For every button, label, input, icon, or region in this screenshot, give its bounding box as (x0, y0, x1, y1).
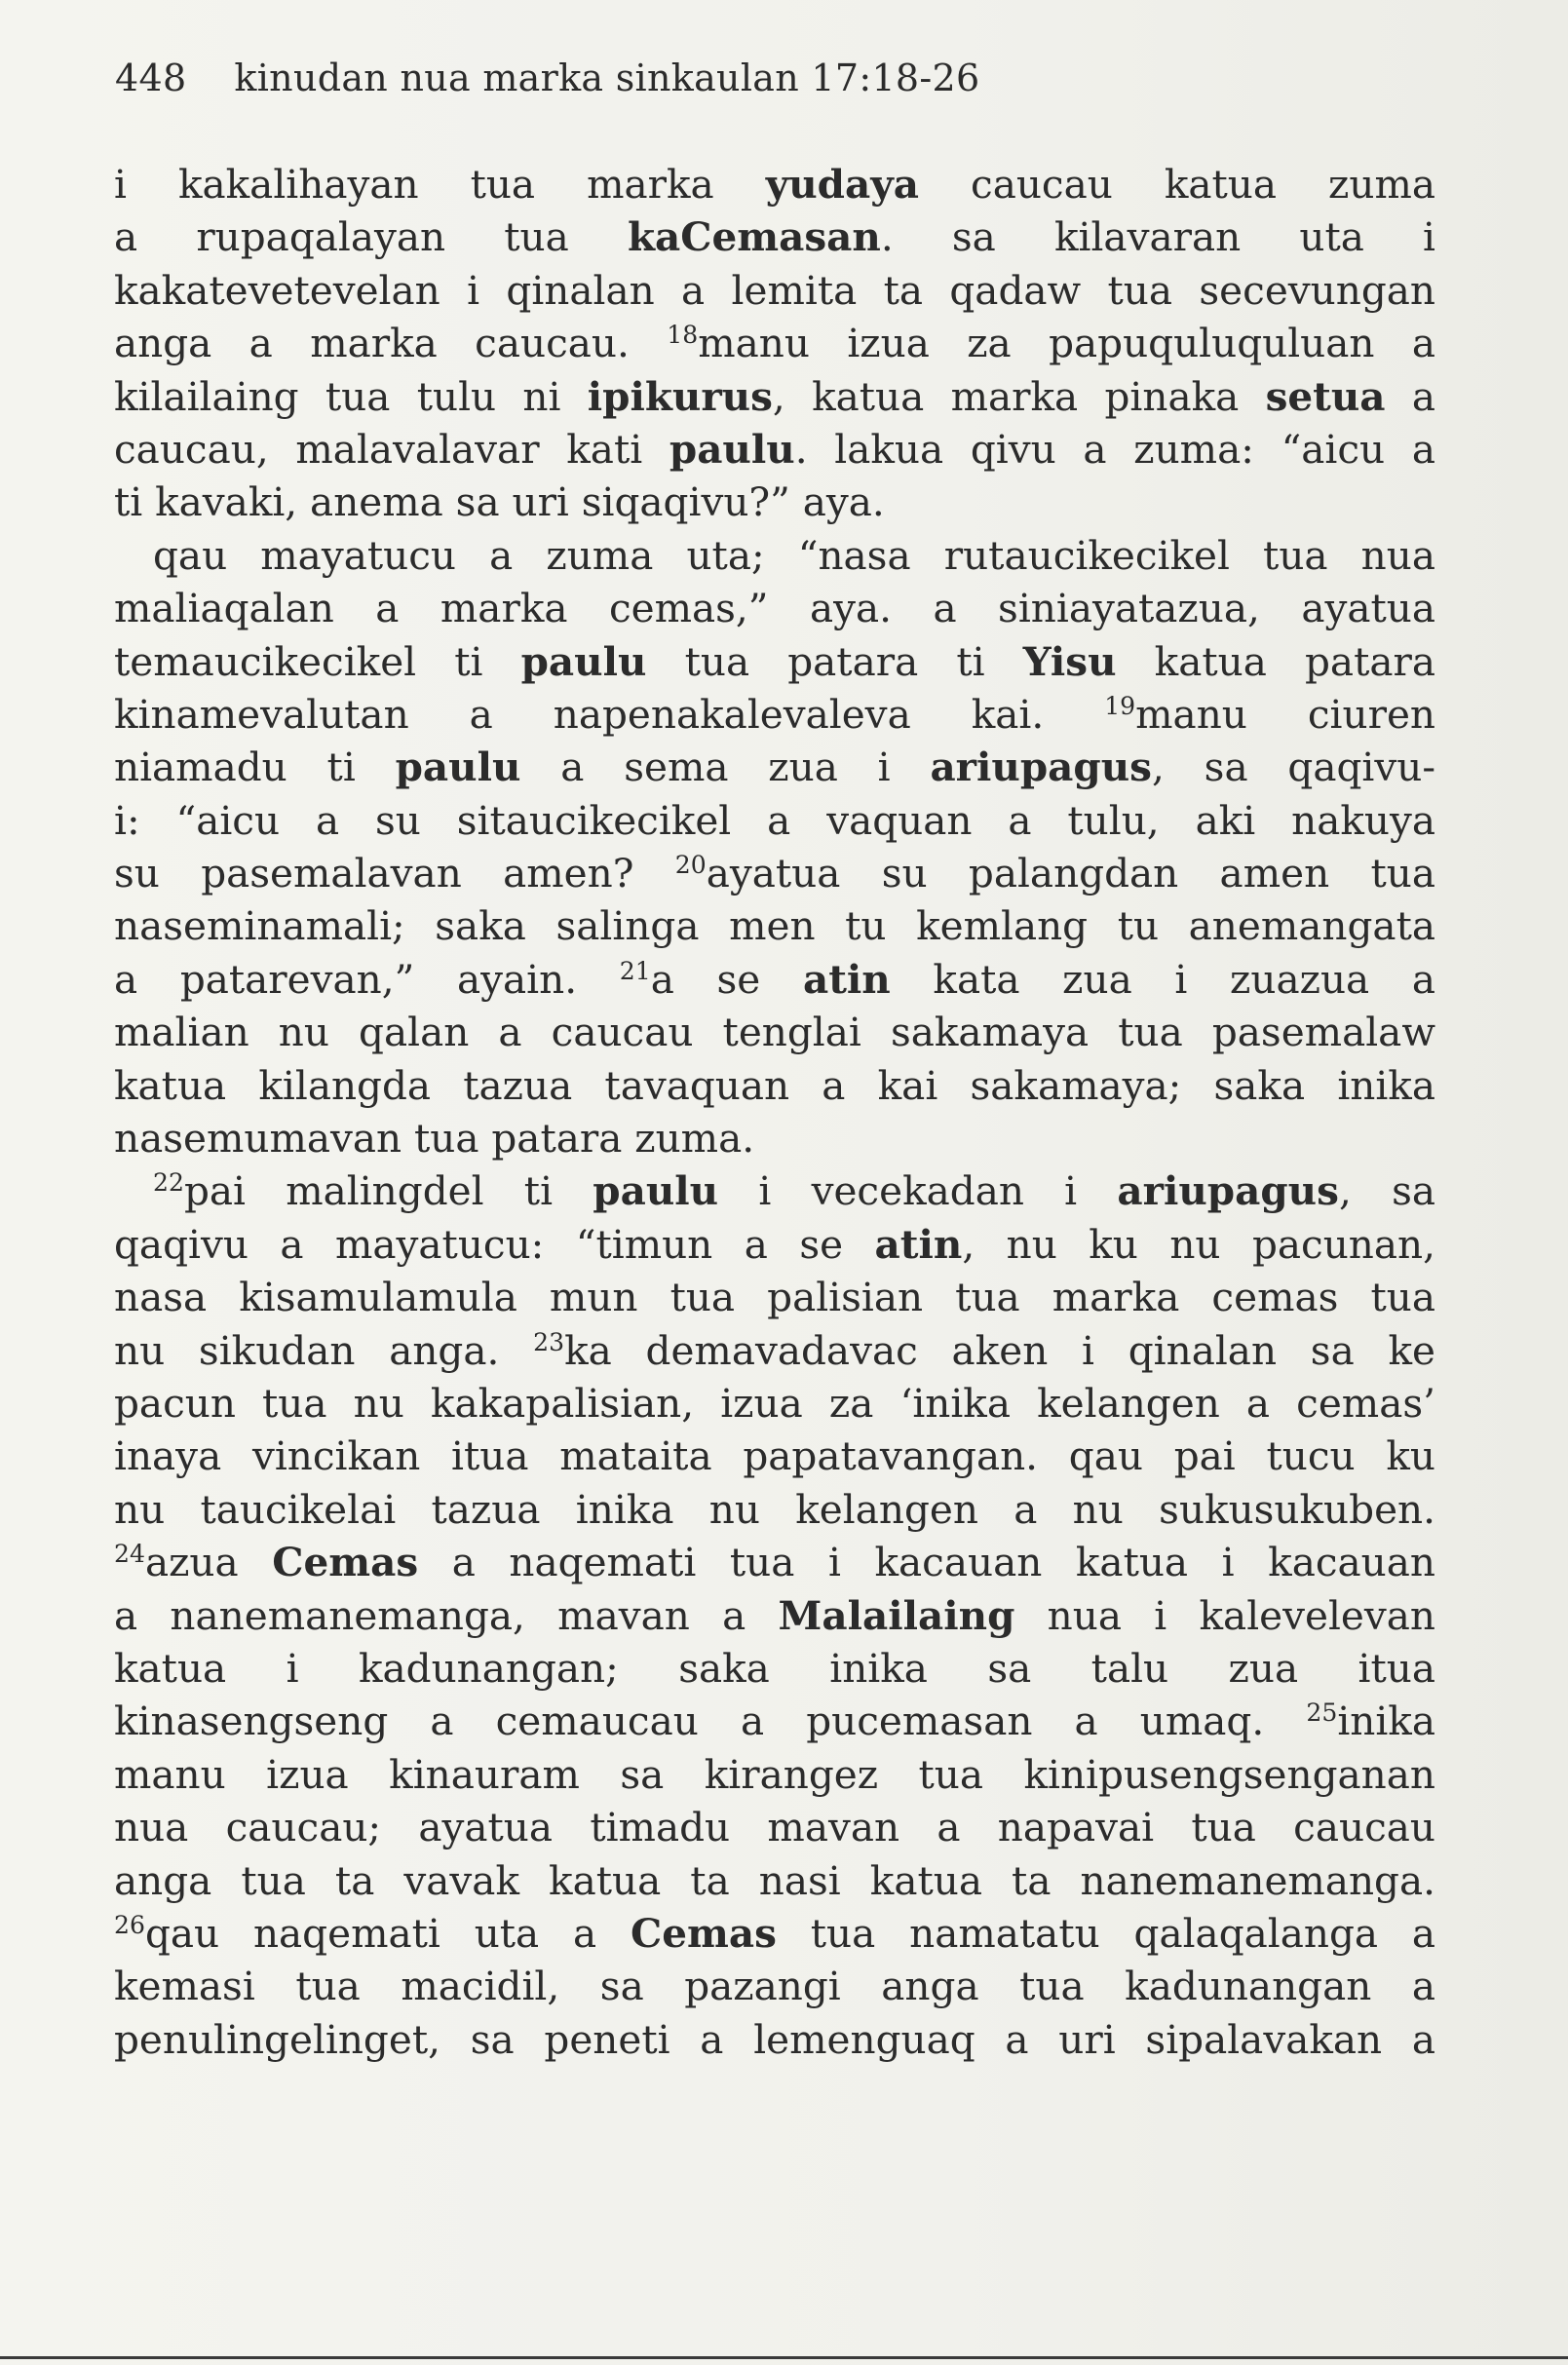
bold-term: atin (802, 955, 891, 1003)
text-line: nasa kisamulamula mun tua palisian tua marka cemas tua (114, 1274, 1435, 1321)
text-line: katua kilangda tazua tavaquan a kai sakamaya; saka inika (114, 1061, 1435, 1109)
bold-term: paulu (520, 637, 647, 685)
text-line: i kakalihayan tua marka yudaya caucau katua zuma (114, 161, 1435, 208)
text-line: a nanemanemanga, mavan a Malailaing nua i kalevelevan (114, 1591, 1435, 1639)
text-line: a patarevan,” ayain. $^{21}$a se atin kata zua i zuazua a (114, 955, 1435, 1003)
bold-term: Cemas (272, 1539, 419, 1586)
body-text (114, 158, 1435, 2066)
text-line: kemasi tua macidil, sa pazangi anga tua kadunangan a (114, 1963, 1435, 2010)
bold-term: Cemas (631, 1909, 777, 1957)
verse-number: 23 (533, 1327, 565, 1356)
text-line: anga tua ta vavak katua ta nasi katua ta nanemanemanga. (114, 1856, 1435, 1904)
bold-term: ariupagus (1117, 1167, 1339, 1215)
text-line: nua caucau; ayatua timadu mavan a napavai tua caucau (114, 1804, 1435, 1851)
text-line: kinasengseng a cemaucau a pucemasan a umaq. $^{25}$inika (114, 1697, 1435, 1745)
bold-term: ariupagus (930, 744, 1152, 791)
bold-term: paulu (593, 1167, 719, 1215)
text-line: $^{22}$pai malingdel ti paulu i vecekadan i ariupagus, sa (153, 1167, 1435, 1215)
running-title: kinudan nua marka sinkaulan 17:18-26 (234, 57, 980, 99)
text-line: $^{26}$qau naqemati uta a Cemas tua namatatu qalaqalanga a (114, 1909, 1435, 1957)
bottom-rule (0, 2356, 1568, 2359)
text-line: manu izua kinauram sa kirangez tua kinipusengsenganan (114, 1750, 1435, 1798)
text-line: pacun tua nu kakapalisian, izua za ‘inika kelangen a cemas’ (114, 1379, 1435, 1427)
bold-term: paulu (669, 425, 795, 473)
bold-term: kaCemasan (627, 213, 881, 261)
text-line: qaqivu a mayatucu: “timun a se atin, nu ku nu pacunan, (114, 1220, 1435, 1268)
bold-term: Malailaing (778, 1591, 1015, 1639)
text-line: $^{24}$azua Cemas a naqemati tua i kacauan katua i kacauan (114, 1539, 1435, 1586)
verse-number: 25 (1306, 1698, 1338, 1728)
text-line: kakatevetevelan i qinalan a lemita ta qadaw tua secevungan (114, 266, 1435, 314)
text-line: temaucikecikel ti paulu tua patara ti Yisu katua patara (114, 637, 1435, 685)
text-line: anga a marka caucau. $^{18}$manu izua za papuquluquluan a (114, 320, 1435, 367)
bold-term: paulu (395, 744, 521, 791)
bold-term: yudaya (765, 161, 920, 208)
text-line: i: “aicu a su sitaucikecikel a vaquan a tulu, aki nakuya (114, 796, 1435, 844)
text-line: nu taucikelai tazua inika nu kelangen a nu sukusukuben. (114, 1485, 1435, 1533)
text-line: a rupaqalayan tua kaCemasan. sa kilavaran uta i (114, 213, 1435, 261)
running-header (115, 57, 1450, 99)
text-line: malian nu qalan a caucau tenglai sakamaya tua pasemalaw (114, 1009, 1435, 1056)
text-line: kilailaing tua tulu ni ipikurus, katua marka pinaka setua a (114, 372, 1435, 420)
text-line: niamadu ti paulu a sema zua i ariupagus, sa qaqivu- (114, 744, 1435, 791)
bold-term: setua (1265, 372, 1386, 420)
text-line: katua i kadunangan; saka inika sa talu zua itua (114, 1644, 1435, 1692)
text-line: nasemumavan tua patara zuma. (114, 1115, 755, 1163)
text-line: ti kavaki, anema sa uri siqaqivu?” aya. (114, 478, 885, 526)
bold-term: ipikurus (587, 372, 773, 420)
text-line: caucau, malavalavar kati paulu. lakua qivu a zuma: “aicu a (114, 425, 1435, 473)
verse-number: 24 (114, 1540, 145, 1569)
page-number: 448 (115, 57, 187, 99)
text-line: qau mayatucu a zuma uta; “nasa rutaucikecikel tua nua (153, 531, 1435, 579)
text-line: kinamevalutan a napenakalevaleva kai. $^{19}$manu ciuren (114, 690, 1435, 738)
bold-term: atin (874, 1220, 963, 1268)
verse-number: 19 (1104, 692, 1136, 721)
verse-number: 22 (153, 1168, 184, 1198)
bold-term: Yisu (1022, 637, 1117, 685)
text-line: maliaqalan a marka cemas,” aya. a siniayatazua, ayatua (114, 585, 1435, 632)
text-line: nu sikudan anga. $^{23}$ka demavadavac aken i qinalan sa ke (114, 1326, 1435, 1374)
verse-number: 18 (667, 321, 699, 350)
text-line: naseminamali; saka salinga men tu kemlang tu anemangata (114, 902, 1435, 950)
verse-number: 21 (619, 957, 651, 986)
verse-number: 26 (114, 1911, 145, 1940)
verse-number: 20 (674, 851, 707, 880)
text-line: inaya vincikan itua mataita papatavangan. qau pai tucu ku (114, 1432, 1435, 1480)
text-line: su pasemalavan amen? $^{20}$ayatua su palangdan amen tua (114, 850, 1435, 897)
text-line: penulingelinget, sa peneti a lemenguaq a uri sipalavakan a (114, 2015, 1435, 2063)
